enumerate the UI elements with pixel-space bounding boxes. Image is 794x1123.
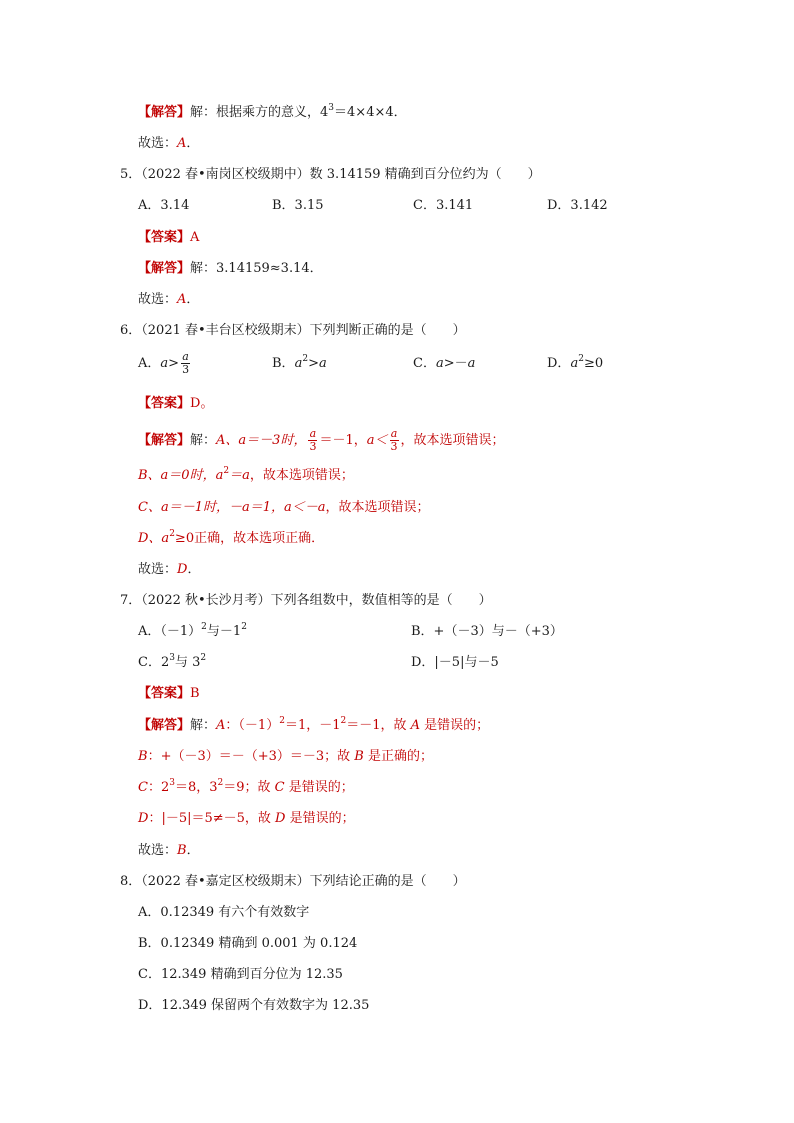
solution-text: C、a＝－1时，－a＝1，a＜－a — [138, 500, 326, 515]
q6-solution-line-3 — [138, 499, 430, 517]
q7-option-d: D．|－5|与－5 — [411, 655, 499, 670]
denominator: 3 — [390, 440, 398, 453]
choice-answer: A — [177, 136, 187, 151]
solution-text: A — [410, 718, 421, 733]
q5-option-b: B．3.15 — [272, 198, 324, 213]
answer-value: A — [190, 230, 200, 245]
superscript: 2 — [302, 354, 309, 364]
q6-solution-line-2 — [138, 467, 354, 485]
superscript: 3 — [169, 653, 175, 663]
solution-text: ：2 — [147, 780, 170, 795]
q8-option-b: B．0.12349 精确到 0.001 为 0.124 — [138, 936, 358, 951]
q6-option-d — [547, 355, 603, 373]
solution-tag: 【解答】 — [138, 718, 191, 733]
solution-text: B — [138, 749, 148, 764]
choice-answer: A — [177, 292, 187, 307]
answer-tag: 【答案】 — [138, 686, 191, 701]
solution-text: 是正确的； — [363, 749, 433, 764]
variable: a — [467, 356, 476, 371]
punct: ． — [186, 843, 200, 858]
choice-label: 故选： — [138, 292, 178, 307]
q8-option-c: C．12.349 精确到百分位为 12.35 — [138, 967, 343, 982]
variable: a — [318, 356, 327, 371]
option-text: 与 3 — [174, 655, 201, 670]
fraction — [308, 428, 317, 453]
solution-text: A — [216, 718, 226, 733]
denominator: 3 — [182, 363, 190, 376]
option-text: C．2 — [138, 655, 170, 670]
solution-text: ＝4×4×4． — [334, 105, 407, 120]
fraction — [390, 428, 399, 453]
answer-value: B — [190, 686, 200, 701]
solution-text: B、a＝0时，a — [138, 468, 224, 483]
solution-text: 解： — [190, 433, 217, 448]
q7-choice-line — [138, 842, 200, 860]
solution-text: B — [354, 749, 364, 764]
q6-option-c — [413, 355, 475, 373]
answer-value: D。 — [190, 396, 214, 411]
q6-choice-line — [138, 561, 200, 579]
punct: ． — [186, 292, 200, 307]
variable: a — [435, 356, 444, 371]
superscript: 2 — [340, 716, 347, 726]
q7-solution-line-3 — [138, 779, 354, 797]
q5-option-a: A．3.14 — [138, 198, 190, 213]
solution-text: 是错误的； — [285, 811, 355, 826]
q6-solution-line-1 — [138, 428, 505, 453]
choice-label: 故选： — [138, 562, 178, 577]
solution-tag: 【解答】 — [138, 433, 191, 448]
q5-choice-line — [138, 291, 199, 309]
solution-text: ≥0 — [174, 531, 195, 546]
numerator: a — [309, 427, 317, 440]
solution-text: 解： — [190, 718, 217, 733]
solution-text: ，故本选项错误； — [400, 433, 505, 448]
q6-solution-line-4 — [138, 530, 324, 548]
solution-text: ，故本选项错误； — [325, 500, 430, 515]
superscript: 2 — [217, 778, 224, 788]
operator: > — [168, 356, 180, 371]
solution-text: 是错误的； — [420, 718, 490, 733]
solution-text: 正确，故本选项正确． — [194, 531, 325, 546]
superscript: 2 — [578, 354, 584, 364]
answer-tag: 【答案】 — [138, 396, 191, 411]
superscript: 3 — [169, 778, 175, 788]
superscript: 2 — [241, 622, 247, 632]
fraction — [181, 351, 190, 376]
solution-tag: 【解答】 — [138, 105, 191, 120]
q4-choice-line — [138, 135, 199, 153]
superscript: 2 — [200, 653, 207, 663]
solution-text: C — [274, 780, 285, 795]
answer-tag: 【答案】 — [138, 230, 191, 245]
superscript: 2 — [201, 622, 207, 632]
choice-answer: B — [177, 843, 187, 858]
q7-option-a — [138, 623, 247, 641]
variable: a — [294, 356, 303, 371]
solution-text: ：|－5|＝5≠－5，故 — [148, 811, 276, 826]
option-text: A．（－1） — [138, 624, 202, 639]
option-prefix: A． — [138, 356, 161, 371]
solution-text: D、a — [138, 531, 170, 546]
q8-option-a: A．0.12349 有六个有效数字 — [138, 905, 310, 920]
q5-option-c: C．3.141 — [413, 198, 474, 213]
question-8: 8．（2022 春•嘉定区校级期末）下列结论正确的是（ ） — [120, 874, 466, 889]
q4-solution-line — [138, 104, 407, 122]
solution-tag: 【解答】 — [138, 261, 191, 276]
question-7: 7．（2022 秋•长沙月考）下列各组数中，数值相等的是（ ） — [120, 593, 492, 608]
denominator: 3 — [309, 440, 317, 453]
choice-answer: D — [177, 562, 188, 577]
option-prefix: C． — [413, 356, 436, 371]
option-prefix: D． — [547, 356, 571, 371]
solution-text: a＜ — [366, 433, 388, 448]
solution-text: ：（－1） — [225, 718, 280, 733]
q7-answer-line — [138, 685, 200, 703]
question-6: 6．（2021 春•丰台区校级期末）下列判断正确的是（ ） — [120, 323, 466, 338]
option-text: 与－1 — [206, 624, 242, 639]
solution-text: C — [138, 780, 148, 795]
operator: > — [308, 356, 319, 371]
solution-text: ：+（－3）＝－（+3）＝－3；故 — [147, 749, 355, 764]
q8-option-d: D．12.349 保留两个有效数字为 12.35 — [138, 998, 370, 1013]
choice-label: 故选： — [138, 136, 178, 151]
solution-text: 是错误的； — [284, 780, 354, 795]
q7-solution-line-4 — [138, 810, 355, 828]
solution-text: 解：根据乘方的意义，4 — [190, 105, 329, 120]
option-prefix: B． — [272, 356, 295, 371]
superscript: 3 — [328, 103, 335, 113]
operator: >－ — [443, 356, 468, 371]
solution-text: ＝9；故 — [223, 780, 275, 795]
solution-text: 解：3.14159≈3.14． — [190, 261, 323, 276]
q7-option-b: B．+（－3）与－（+3） — [411, 624, 563, 639]
numerator: a — [182, 350, 189, 363]
superscript: 2 — [279, 716, 285, 726]
numerator: a — [390, 427, 398, 440]
solution-text: ＝1，－1 — [284, 718, 341, 733]
q7-solution-line-1 — [138, 717, 489, 735]
q5-option-d: D．3.142 — [547, 198, 608, 213]
solution-text: ＝－1， — [319, 433, 367, 448]
superscript: 2 — [223, 466, 230, 476]
punct: ． — [187, 562, 201, 577]
q7-solution-line-2 — [138, 748, 433, 766]
solution-text: ＝8，3 — [174, 780, 218, 795]
q6-answer-line — [138, 395, 213, 413]
solution-text: ＝－1，故 — [346, 718, 411, 733]
superscript: 2 — [169, 529, 175, 539]
punct: ． — [186, 136, 200, 151]
choice-label: 故选： — [138, 843, 178, 858]
q6-option-a — [138, 351, 192, 376]
variable: a — [570, 356, 579, 371]
q6-option-b — [272, 355, 327, 373]
variable: a — [160, 356, 169, 371]
solution-text: A、a＝－3时， — [216, 433, 307, 448]
solution-text: ，故本选项错误； — [249, 468, 354, 483]
q5-answer-line — [138, 229, 199, 247]
operator: ≥0 — [583, 356, 604, 371]
q7-option-c — [138, 654, 206, 672]
q5-solution-line — [138, 260, 323, 278]
solution-text: D — [138, 811, 149, 826]
solution-text: D — [275, 811, 286, 826]
question-5: 5．（2022 春•南岗区校级期中）数 3.14159 精确到百分位约为（ ） — [120, 167, 541, 182]
solution-text: ＝a — [229, 468, 250, 483]
